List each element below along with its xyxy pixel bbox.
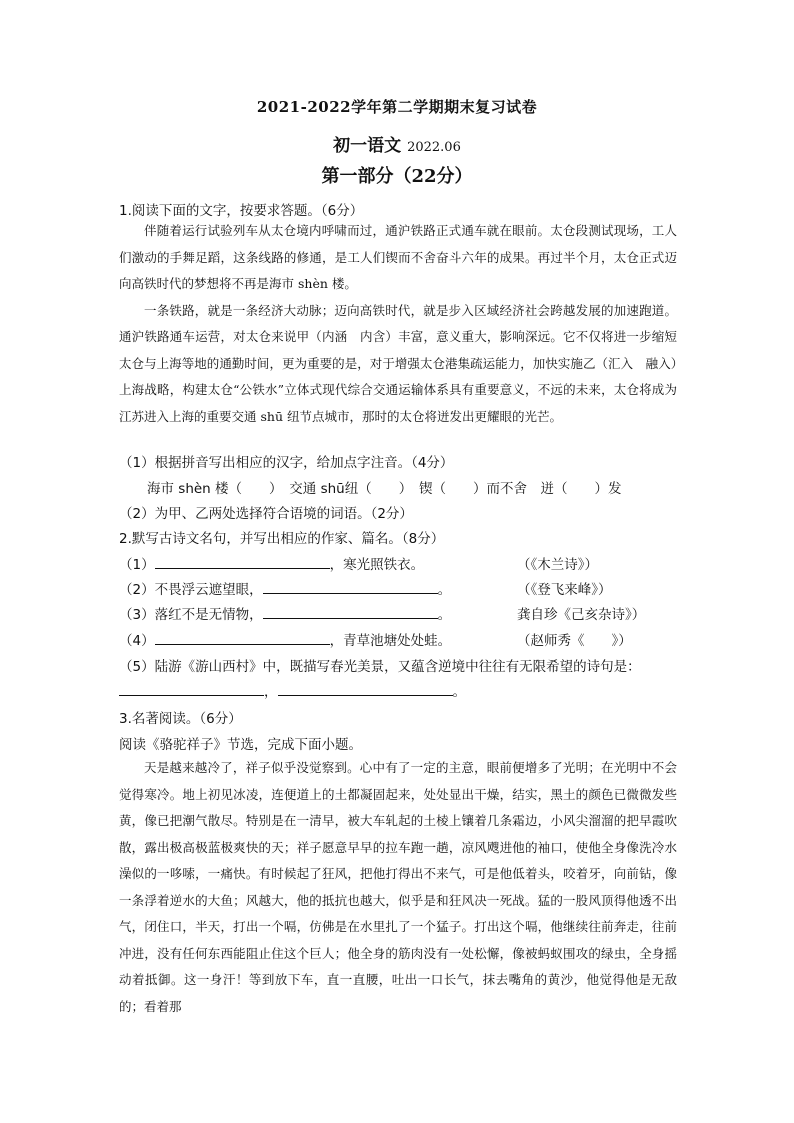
q1-passage	[119, 218, 677, 430]
answer-blank[interactable]	[263, 604, 438, 619]
answer-blank[interactable]	[278, 681, 453, 696]
q1-fill-line[interactable]: 海市 shèn 楼（ ） 交通 shū纽（ ） 锲（ ）而不舍 迸（ ）发	[147, 481, 622, 497]
q2-sub5: （5）陆游《游山西村》中，既描写春光美景，又蕴含逆境中往往有无限希望的诗句是：	[119, 659, 641, 675]
answer-blank[interactable]	[263, 579, 438, 594]
q2-row-4	[119, 629, 679, 649]
q3-paragraph: 天是越来越冷了，祥子似乎没觉察到。心中有了一定的主意，眼前便增多了光明；在光明中不会觉得寒冷。地上初见冰凌，连便道上的土都凝固起来，处处显出干燥，结实，黑土的颜色已微微发些黄，像已把潮气散尽。特别是在一清早，被大车轧起的土棱上镶着几条霜边，小风尖溜溜的把早霞吹散，露出极高极蓝极爽快的天；祥子愿意早早的拉车跑一趟，凉风飕进他的袖口，使他全身像洗冷水澡似的一哆嗦，一痛快。有时候起了狂风，把他打得出不来气，可是他低着头，咬着牙，向前钻，像一条浮着逆水的大鱼；风越大，他的抵抗也越大，似乎是和狂风决一死战。猛的一股风顶得他透不出气，闭住口，半天，打出一个嗝，仿佛是在水里扎了一个猛子。打出这个嗝，他继续往前奔走，往前冲进，没有任何东西能阻止住这个巨人；他全身的筋肉没有一处松懈，像被蚂蚁围攻的绿虫，全身摇动着抵御。这一身汗！等到放下车，直一直腰，吐出一口长气，抹去嘴角的黄沙，他觉得他是无敌的；看着那	[119, 760, 677, 1014]
q1-sub1: （1）根据拼音写出相应的汉字，给加点字注音。（4分）	[119, 455, 454, 471]
row-post: 。	[437, 582, 452, 598]
row-num: （3）	[119, 607, 155, 623]
part-heading: 第一部分（22分）	[321, 166, 473, 187]
exam-date: 2022.06	[407, 140, 461, 155]
q1-sub2: （2）为甲、乙两处选择符合语境的词语。（2分）	[119, 506, 413, 522]
q3-heading: 3.名著阅读。（6分）	[119, 711, 242, 727]
q1-paragraph-2: 一条铁路，就是一条经济大动脉；迈向高铁时代，就是步入区域经济社会跨越发展的加速跑道。通沪铁路通车运营，对太仓来说甲（内涵 内含）丰富，意义重大，影响深远。它不仅将进一步缩短太仓与上海等地的通勤时间，更为重要的是，对于增强太仓港集疏运能力，加快实施乙（汇入 融入）上海战略，构建太仓“公铁水”立体式现代综合交通运输体系具有重要意义，不远的未来，太仓将成为江苏进入上海的重要交通 shū 纽节点城市，那时的太仓将迸发出更耀眼的光芒。	[119, 302, 677, 424]
exam-title: 2021-2022学年第二学期期末复习试卷	[256, 98, 538, 116]
q2-heading: 2.默写古诗文名句，并写出相应的作家、篇名。（8分）	[119, 531, 445, 547]
exam-subject	[0, 131, 794, 156]
row-source: 龚自珍《己亥杂诗》）	[517, 607, 646, 623]
row-post: 。	[437, 607, 452, 623]
q2-row-3	[119, 603, 679, 623]
row-pre: 落红不是无情物，	[154, 607, 263, 623]
row-num: （2）	[119, 582, 155, 598]
row-source: （《木兰诗》）	[517, 557, 598, 573]
row-source: （赵师秀《 》）	[517, 633, 632, 649]
q3-intro: 阅读《骆驼祥子》节选，完成下面小题。	[119, 737, 362, 753]
row-num: （4）	[119, 633, 155, 649]
answer-blank[interactable]	[119, 681, 264, 696]
blank-separator: ，	[264, 684, 278, 700]
q2-sub5-answer	[119, 680, 679, 700]
subject-label: 初一语文	[333, 136, 402, 156]
answer-blank[interactable]	[155, 554, 330, 569]
answer-blank[interactable]	[155, 630, 330, 645]
row-num: （1）	[119, 557, 155, 573]
row-post: ，青草池塘处处蛙。	[329, 633, 452, 649]
q3-passage	[119, 755, 677, 1020]
q2-row-1	[119, 553, 679, 573]
row-source: （《登飞来峰》）	[517, 582, 612, 598]
q2-row-2	[119, 578, 679, 598]
q1-heading: 1.阅读下面的文字，按要求答题。（6分）	[119, 203, 364, 219]
row-post: ，寒光照铁衣。	[329, 557, 425, 573]
q1-paragraph-1: 伴随着运行试验列车从太仓境内呼啸而过，通沪铁路正式通车就在眼前。太仓段测试现场，工人们激动的手舞足蹈，这条线路的修通，是工人们锲而不舍奋斗六年的成果。再过半个月，太仓正式迈向高铁时代的梦想将不再是海市 shèn 楼。	[119, 223, 677, 291]
row-pre: 不畏浮云遮望眼，	[154, 582, 263, 598]
blank-end: 。	[452, 684, 466, 700]
